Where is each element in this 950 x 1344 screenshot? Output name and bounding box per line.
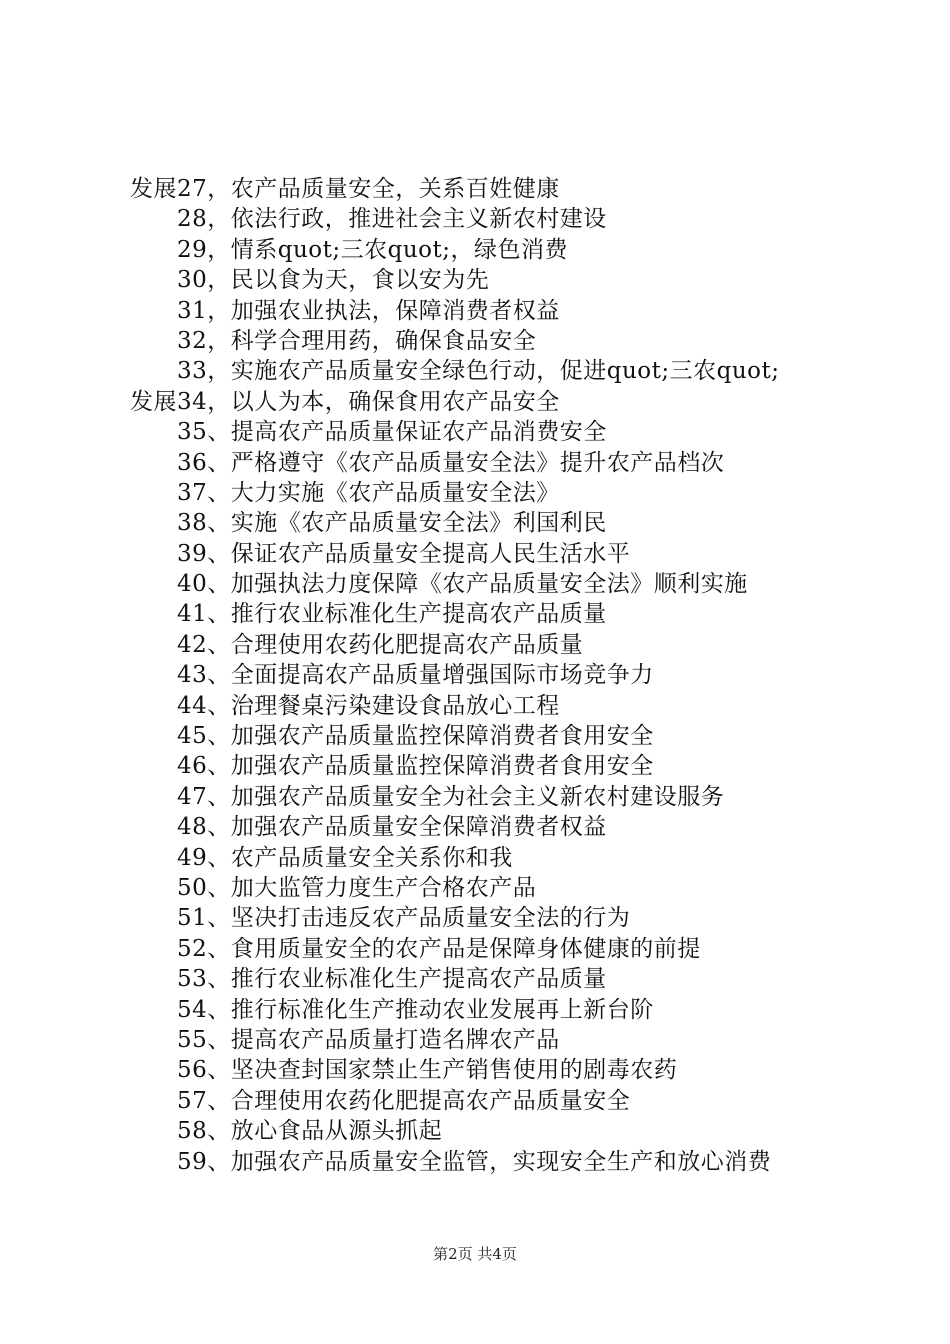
text-line: 49、农产品质量安全关系你和我 — [177, 844, 513, 871]
text-line: 36、严格遵守《农产品质量安全法》提升农产品档次 — [177, 449, 725, 476]
text-line: 33，实施农产品质量安全绿色行动，促进quot;三农quot; — [177, 358, 780, 385]
text-line: 46、加强农产品质量监控保障消费者食用安全 — [177, 753, 654, 780]
text-line: 52、食用质量安全的农产品是保障身体健康的前提 — [177, 935, 701, 962]
text-line: 41、推行农业标准化生产提高农产品质量 — [177, 601, 607, 628]
text-line: 48、加强农产品质量安全保障消费者权益 — [177, 814, 607, 841]
text-line: 47、加强农产品质量安全为社会主义新农村建设服务 — [177, 783, 725, 810]
text-line: 45、加强农产品质量监控保障消费者食用安全 — [177, 723, 654, 750]
text-line: 42、合理使用农药化肥提高农产品质量 — [177, 631, 584, 658]
document-body — [130, 174, 890, 1177]
text-line: 40、加强执法力度保障《农产品质量安全法》顺利实施 — [177, 571, 748, 598]
text-line: 53、推行农业标准化生产提高农产品质量 — [177, 966, 607, 993]
text-line: 44、治理餐桌污染建设食品放心工程 — [177, 692, 560, 719]
text-line: 31，加强农业执法，保障消费者权益 — [177, 297, 560, 324]
text-line: 56、坚决查封国家禁止生产销售使用的剧毒农药 — [177, 1057, 678, 1084]
text-line: 54、推行标准化生产推动农业发展再上新台阶 — [177, 996, 654, 1023]
text-line: 39、保证农产品质量安全提高人民生活水平 — [177, 540, 631, 567]
text-line: 50、加大监管力度生产合格农产品 — [177, 874, 537, 901]
text-line: 32，科学合理用药，确保食品安全 — [177, 327, 537, 354]
page-footer: 第2页 共4页 — [433, 1245, 517, 1263]
text-line: 58、放心食品从源头抓起 — [177, 1118, 443, 1145]
text-line: 发展27，农产品质量安全，关系百姓健康 — [130, 176, 560, 202]
text-line: 30，民以食为天，食以安为先 — [177, 267, 490, 294]
text-line: 57、合理使用农药化肥提高农产品质量安全 — [177, 1087, 631, 1114]
text-line: 29，情系quot;三农quot;，绿色消费 — [177, 236, 569, 263]
text-line: 55、提高农产品质量打造名牌农产品 — [177, 1026, 560, 1053]
text-line: 51、坚决打击违反农产品质量安全法的行为 — [177, 905, 631, 932]
text-line: 37、大力实施《农产品质量安全法》 — [177, 479, 560, 506]
text-line: 59、加强农产品质量安全监管，实现安全生产和放心消费 — [177, 1148, 772, 1175]
text-line: 28，依法行政，推进社会主义新农村建设 — [177, 206, 607, 233]
text-line: 43、全面提高农产品质量增强国际市场竞争力 — [177, 662, 654, 689]
text-line: 35、提高农产品质量保证农产品消费安全 — [177, 419, 607, 446]
text-line: 发展34，以人为本，确保食用农产品安全 — [130, 388, 560, 415]
text-line: 38、实施《农产品质量安全法》利国利民 — [177, 510, 607, 537]
